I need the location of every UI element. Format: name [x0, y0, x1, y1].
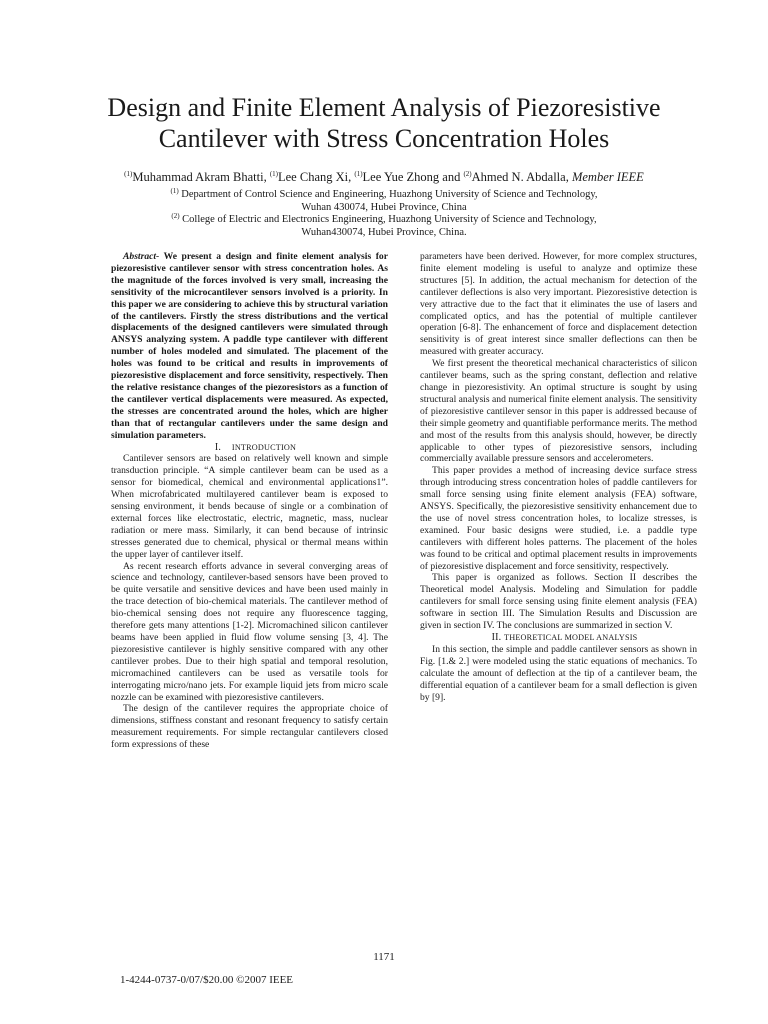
- author-2-affil-mark: (1): [269, 170, 278, 178]
- title-line-2: Cantilever with Stress Concentration Holes: [158, 124, 610, 153]
- section-2-title: THEORETICAL MODEL ANALYSIS: [504, 633, 638, 642]
- affiliation-1-mark: (1): [170, 187, 179, 195]
- section-1-number: I.: [214, 441, 222, 453]
- affiliation-2: [60, 210, 708, 239]
- author-1: Muhammad Akram Bhatti,: [132, 170, 270, 184]
- paragraph: Cantilever sensors are based on relatively well known and simple transduction principle. “A simple cantilever beam can be used as a sensor for biomedical, chemical and environmental applications1”. When microfabricated multilayered cantilever beam is exposed to sensing environment, it bends because of single or a combination of external forces like electrostatic, electric, magnetic, mass, nuclear radiation or mere mass. Similarly, it can bend because of intrinsic stresses generated due to chemical, physical or thermal means within the upper layer of cantilever itself.: [111, 453, 388, 560]
- author-2: Lee Chang Xi,: [278, 170, 355, 184]
- right-column: [420, 251, 697, 703]
- paragraph: In this section, the simple and paddle cantilever sensors as shown in Fig. [1.& 2.] were modeled using the static equations of mechanics. To calculate the amount of deflection at the tip of a cantilever beam, the differential equation of a cantilever beam for a small deflection is given by [9].: [420, 643, 697, 703]
- affiliation-1-line-1: Department of Control Science and Engineering, Huazhong University of Science and Technology,: [178, 189, 598, 200]
- copyright-line: 1-4244-0737-0/07/$20.00 ©2007 IEEE: [120, 974, 294, 986]
- paper-title: [60, 92, 708, 154]
- affiliation-2-line-1: College of Electric and Electronics Engineering, Huazhong University of Science and Technology,: [179, 214, 597, 225]
- paragraph: parameters have been derived. However, for more complex structures, finite element modeling is useful to analyze and optimize these structures [5]. In addition, the actual mechanism for detection of the cantilever deflections is also very important. Piezoresistive detection is very attractive due to the fact that it eliminates the use of lasers and complicated optics, and has the potential of multiple cantilever operation [6-8]. The enhancement of force and displacement detection sensitivity is of great interest since smaller deflections can then be measured with greater accuracy.: [420, 251, 697, 358]
- section-1-heading: [111, 442, 388, 454]
- abstract-text: We present a design and finite element analysis for piezoresistive cantilever sensor with stress concentration holes. As the magnitude of the forces involved is very small, increasing the sensitivity of the microcantilever sensors involved is a priority. In this paper we are considering to achieve this by structural variation of the cantilevers. Firstly the stress distributions and the vertical displacements of the designed cantilevers were simulated through ANSYS analyzing system. A paddle type cantilever with different number of holes modeled and simulated. The placement of the holes was found to be critical and results in improvements of piezoresistive displacement and force sensitivity, respectively. Then the relative resistance changes of the piezoresistors as a function of the cantilever vertical displacements were measured. As expected, the stresses are concentrated around the holes, which are higher than that of rectangular cantilevers under the same design and simulation parameters.: [111, 251, 388, 441]
- author-4-affil-mark: (2): [463, 170, 472, 178]
- paragraph: The design of the cantilever requires the appropriate choice of dimensions, stiffness constant and resonant frequency to satisfy certain measurement requirements. For simple rectangular cantilevers closed form expressions of these: [111, 703, 388, 751]
- abstract-label: Abstract-: [123, 251, 160, 262]
- paragraph: This paper is organized as follows. Section II describes the Theoretical model Analysis. Modeling and Simulation for paddle cantilevers for small force sensing using finite element analysis (FEA) software in section III. The Simulation Results and Discussion are given in section IV. The conclusions are summarized in section V.: [420, 572, 697, 632]
- author-list: [60, 167, 708, 185]
- abstract: [111, 251, 388, 442]
- affiliation-1-line-2: Wuhan 430074, Hubei Province, China: [301, 202, 467, 213]
- paragraph: We first present the theoretical mechanical characteristics of silicon cantilever beams, such as the spring constant, deflection and relative change in piezoresistivity. An optimal structure is sought by using structural analysis and numerical finite element analysis. The sensitivity of piezoresistive cantilever sensor in this paper is addressed because of their simple geometry and quantifiable performance merits. The method and most of the results from this analysis should, however, be directly applicable to other types of piezoresistive sensors, including commercially available pressure sensors and accelerometers.: [420, 358, 697, 465]
- author-1-affil-mark: (1): [124, 170, 133, 178]
- paragraph: This paper provides a method of increasing device surface stress through introducing stress concentration holes of paddle cantilevers for small force sensing using finite element analysis (FEA) software, ANSYS. Specifically, the piezoresistive sensitivity enhancement due to the use of novel stress concentration holes, to localize stresses, is examined. Four basic designs were studied, i.e. a paddle type cantilevers with different holes patterns. The placement of the holes was found to be critical and optimal placement results in improvements of piezoresistive displacement and force sensitivity, respectively.: [420, 465, 697, 572]
- affiliation-2-mark: (2): [171, 212, 180, 220]
- section-2-heading: [420, 632, 697, 644]
- left-column: [111, 251, 388, 751]
- section-2-number: II.: [491, 632, 502, 643]
- author-4: Ahmed N. Abdalla,: [471, 170, 572, 184]
- paragraph: As recent research efforts advance in several converging areas of science and technology, cantilever-based sensors have been proved to be quite versatile and sensitive devices and have been used mainly in the trace detection of bio-chemical materials. The cantilever method of bio-chemical sensing does not require any fluorescence tagging, therefore gets many attentions [1-2]. Micromachined silicon cantilever beams have been applied in fluid flow volume sensing [3, 4]. The piezoresistive cantilever is highly sensitive compared with any other cantilever probes. Due to their high spatial and temporal resolution, micromachined cantilevers can be used as versatile tools for interrogating micro/nano jets. For example liquid jets from micro scale nozzle can be examined with piezoresistive cantilevers.: [111, 560, 388, 703]
- title-line-1: Design and Finite Element Analysis of Piezoresistive: [107, 93, 661, 122]
- author-4-membership: Member IEEE: [571, 170, 644, 184]
- affiliation-2-line-2: Wuhan430074, Hubei Province, China.: [301, 227, 467, 238]
- author-3: Lee Yue Zhong and: [362, 170, 464, 184]
- page-number: 1171: [373, 951, 395, 963]
- section-1-title: INTRODUCTION: [231, 442, 297, 452]
- author-3-affil-mark: (1): [354, 170, 363, 178]
